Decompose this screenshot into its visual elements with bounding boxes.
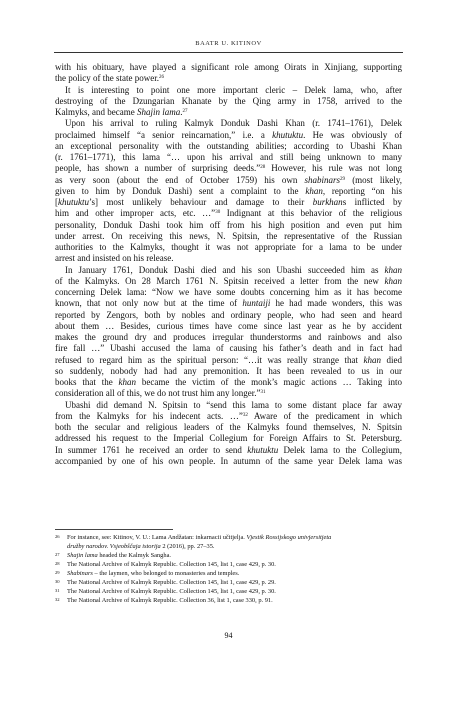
text-line: [khutuktu’s] most unlikely behaviour and damage to their burkhans inflicted by [55,197,402,207]
footnote: 29 Shabinars – the laymen, who belonged to monasteries and temples. [55,570,240,577]
main-text [55,62,402,467]
text-line: people, has shown a number of surprising deeds.”$^{28}$ However, his rule was not long [55,163,402,174]
text-line: of the Kalmyks. On 28 March 1761 N. Spitsin received a letter from the new khan [55,275,402,286]
text-line: books that the khan became the victim of the monk’s magic actions … Taking into [55,377,402,387]
text-line: Ubashi did demand N. Spitsin to “send this lama to some distant place far away [65,399,402,410]
text-line: an exceptional personality with the outstanding abilities; according to Ubashi Khan [55,140,402,151]
footnote-ref: 28 [260,165,266,171]
footnotes [55,533,402,605]
footnote-ref: 31 [260,390,266,396]
text-line: both the secular and religious leaders of the Kalmyks found themselves, N. Spitsin [55,422,402,432]
text-line: as very soon (about the end of October 1759) his own shabinars$^{29}$ (most likely, [55,174,402,185]
text-line: refused to regard him as the spiritual person: “…it was really strange that khan died [55,354,403,365]
text-line: authorities to the Kalmyks, thought it was not appropriate for a lama to be under [55,242,402,252]
footnote-ref: 29 [340,176,346,182]
footnote-number: 27 [55,552,60,557]
footnote-rule [55,529,173,530]
footnote: 31 The National Archive of Kalmyk Republic. Collection 145, list 1, case 429, p. 30. [55,588,276,595]
text-line: given to him by Donduk Dashi) sent a complaint to the khan, reporting “on his [55,185,402,196]
text-line: In summer 1761 he received an order to send khutuktu Delek lama to the Collegium, [55,444,402,455]
footnote-ref: 26 [158,75,164,81]
footnote-number: 28 [55,561,60,566]
text-line: reported by Zengors, both by nobles and ordinary people, who had seen and heard [55,309,402,320]
text-line: proclaimed himself “a senior reincarnation,” i.e. a khutuktu. He was obviously of [55,129,403,140]
footnote: 32 The National Archive of Kalmyk Republic. Collection 36, list 1, case 330, p. 91. [55,597,273,604]
text-line: consideration all of this, we do not trust him any longer.”$^{31}$ [55,388,266,399]
footnote-number: 32 [55,597,60,602]
footnote-ref: 32 [242,412,248,418]
footnote: 26 For instance, see: Kitinov, V. U.: Lama Andžatan: inkarnacii učitjelja. Vjestik Rossijskogo univjersitjeta družby narodov. Vsjeobščaja istorija 2 (2016), pp. 27–35. [55,534,332,550]
text-line: the policy of the state power.$^{26}$ [55,73,164,84]
text-line: fire fall …” Ubashi accused the lama of causing his father’s death and in fact had [55,343,402,354]
text-line: him and other improper acts, etc. …”$^{30}$ Indignant at this behavior of the religious [55,208,402,219]
text-line: about them … Besides, curious times have come since last year as he by accident [55,320,402,331]
text-line: so suddenly, nobody had had any premonition. It has been revealed to us in our [55,365,402,376]
text-line: (r. 1761–1771), this lama “… upon his arrival and still being unknown to many [55,152,402,162]
text-line: Upon his arrival to ruling Kalmyk Donduk Dashi Khan (r. 1741–1761), Delek [65,118,402,129]
footnote-number: 29 [55,570,60,575]
text-line: makes the ground dry and produces irregular thunderstorms and rainbows and also [55,332,402,342]
text-line: known, that not only now but at the time of huntaiji he had made wonders, this was [55,298,402,309]
footnote-number: 30 [55,579,60,584]
text-line: under arrest. On receiving this news, N. Spitsin, the representative of the Russian [55,230,402,241]
running-head: BAATR U. KITINOV [195,40,262,47]
text-line: personality, Donduk Dashi took him off from his high position and even put him [55,219,402,230]
footnote: 30 The National Archive of Kalmyk Republic. Collection 145, list 1, case 429, p. 29. [55,579,276,586]
text-line: accompanied by one of his own people. In autumn of the same year Delek lama was [55,455,402,466]
footnote: 28 The National Archive of Kalmyk Republic. Collection 145, list 1, case 429, p. 30. [55,561,276,568]
text-line: It is interesting to point one more important cleric – Delek lama, who, after [65,84,402,95]
footnote: 27 Shajin lama headed the Kalmyk Sangha. [55,552,172,559]
text-line: In January 1761, Donduk Dashi died and his son Ubashi succeeded him as khan [65,264,402,275]
text-line: with his obituary, have played a significant role among Oirats in Xinjiang, supporting [55,62,402,72]
text-line: destroying of the Dzungarian Khanate by the Qing army in 1758, arrived to the [55,95,402,106]
footnote-number: 31 [55,588,60,593]
text-line: addressed his request to the Imperial Collegium for Foreign Affairs to St. Petersburg. [55,433,402,444]
footnote-ref: 30 [215,210,221,216]
footnote-number: 26 [55,534,60,539]
footnote-ref: 27 [182,109,188,114]
page-number: 94 [224,631,233,640]
text-line: arrest and insisted on his release. [55,253,174,264]
header-rule [54,52,403,53]
text-line: from the Kalmyks for his indecent acts. …”$^{32}$ Aware of the predicament in which [55,410,402,421]
text-line: concerning Delek lama: “Now we have some doubts concerning him as it has become [55,287,402,297]
text-line: Kalmyks, and became Shajin lama.$^{27}$ [55,107,188,117]
